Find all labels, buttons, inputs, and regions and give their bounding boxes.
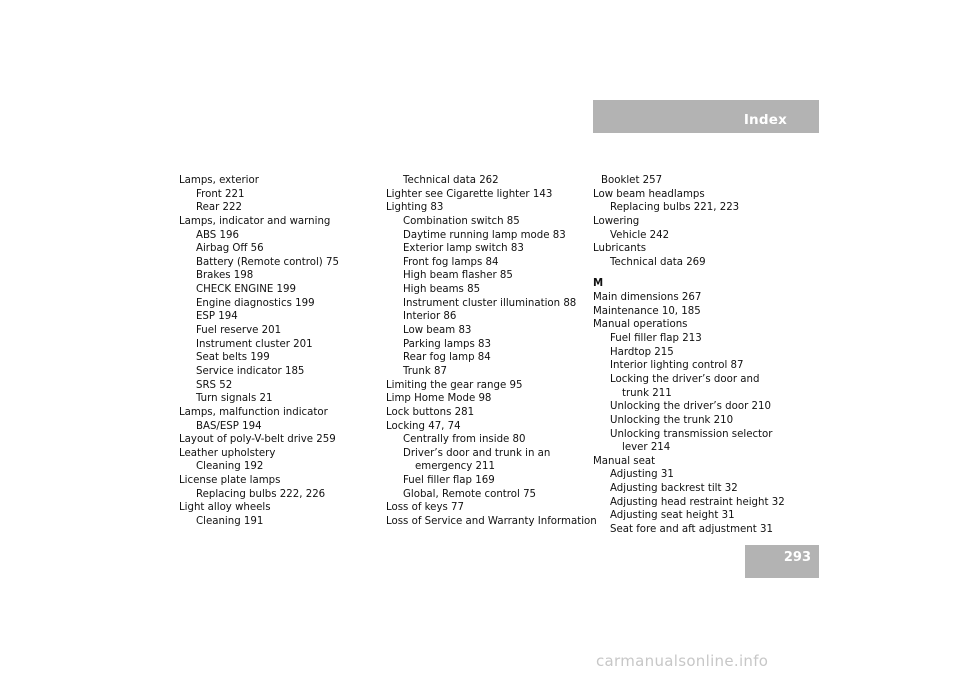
index-entry: Combination switch 85 [403, 215, 520, 227]
watermark: carmanualsonline.info [596, 652, 769, 670]
index-entry: ESP 194 [196, 311, 238, 323]
index-entry: Adjusting head restraint height 32 [610, 496, 785, 508]
index-letter-heading: M [593, 278, 604, 290]
index-entry: Loss of Service and Warranty Information [386, 516, 597, 528]
index-entry: Lamps, exterior [179, 175, 259, 186]
index-entry: Trunk 87 [403, 365, 447, 377]
index-entry: Airbag Off 56 [196, 243, 264, 255]
index-column-1 [179, 174, 384, 529]
index-entry: Centrally from inside 80 [403, 434, 526, 446]
index-entry: Global, Remote control 75 [403, 488, 537, 500]
index-entry: Instrument cluster 201 [196, 338, 313, 350]
index-entry: Front 221 [196, 188, 245, 200]
index-entry: High beam flasher 85 [403, 270, 513, 282]
index-entry: High beams 85 [403, 284, 481, 296]
index-entry: Maintenance 10, 185 [593, 305, 701, 317]
index-entry: Brakes 198 [196, 270, 254, 282]
index-entry: Vehicle 242 [610, 229, 670, 241]
index-entry: Lowering [593, 215, 640, 227]
index-entry: Daytime running lamp mode 83 [403, 229, 566, 241]
index-entry: lever 214 [622, 442, 671, 454]
index-entry: Cleaning 192 [196, 461, 264, 473]
index-entry: Lighting 83 [386, 202, 444, 214]
page-title: Index [743, 112, 787, 128]
index-entry: Main dimensions 267 [593, 292, 702, 304]
page-number-tab [745, 545, 819, 578]
index-entry: trunk 211 [622, 387, 672, 399]
index-entry: Low beam headlamps [593, 188, 705, 200]
index-entry: Manual operations [593, 319, 688, 331]
index-entry: Light alloy wheels [179, 502, 271, 514]
index-entry: Seat belts 199 [196, 352, 270, 364]
index-entry: Lubricants [593, 243, 647, 255]
index-entry: Engine diagnostics 199 [196, 297, 315, 309]
page-number: 293 [783, 550, 811, 565]
index-entry: SRS 52 [196, 379, 233, 391]
index-entry: Driver’s door and trunk in an [403, 447, 551, 459]
index-entry: Adjusting 31 [610, 469, 674, 481]
index-entry: Interior 86 [403, 311, 457, 323]
index-entry: Lamps, indicator and warning [179, 215, 331, 227]
index-entry: Seat fore and aft adjustment 31 [610, 524, 773, 536]
index-entry: Lamps, malfunction indicator [179, 406, 328, 418]
index-entry: Cleaning 191 [196, 516, 264, 528]
index-entry: Locking the driver’s door and [610, 373, 760, 385]
index-entry: Service indicator 185 [196, 365, 305, 377]
index-entry: Locking 47, 74 [386, 420, 461, 432]
index-entry: Parking lamps 83 [403, 338, 491, 350]
index-entry: Rear fog lamp 84 [403, 352, 491, 364]
index-entry: Hardtop 215 [610, 346, 674, 358]
index-entry: Booklet 257 [601, 175, 663, 186]
index-entry: Limiting the gear range 95 [386, 379, 523, 391]
index-entry: Layout of poly-V-belt drive 259 [179, 434, 336, 446]
index-entry: Fuel reserve 201 [196, 325, 282, 337]
index-entry: Fuel filler flap 213 [610, 333, 702, 345]
index-entry: Technical data 269 [610, 256, 706, 268]
index-entry: Battery (Remote control) 75 [196, 256, 339, 268]
index-entry: Manual seat [593, 455, 656, 467]
index-entry: Unlocking transmission selector [610, 428, 773, 440]
index-entry: License plate lamps [179, 475, 281, 487]
index-entry: ABS 196 [196, 229, 239, 241]
index-entry: Adjusting seat height 31 [610, 510, 735, 522]
index-entry: emergency 211 [415, 461, 495, 473]
index-column-3 [593, 174, 798, 537]
index-entry: CHECK ENGINE 199 [196, 284, 296, 296]
index-entry: Leather upholstery [179, 447, 276, 459]
index-entry: Replacing bulbs 222, 226 [196, 488, 326, 500]
index-entry: Exterior lamp switch 83 [403, 243, 524, 255]
index-entry: Limp Home Mode 98 [386, 393, 492, 405]
index-entry: Lighter see Cigarette lighter 143 [386, 188, 553, 200]
index-entry: Rear 222 [196, 202, 243, 214]
index-entry: Unlocking the driver’s door 210 [610, 401, 771, 413]
index-entry: Interior lighting control 87 [610, 360, 744, 372]
index-entry: Technical data 262 [403, 175, 499, 186]
index-entry: Turn signals 21 [196, 393, 273, 405]
index-entry: Replacing bulbs 221, 223 [610, 202, 740, 214]
index-entry: Adjusting backrest tilt 32 [610, 483, 738, 495]
index-entry: Front fog lamps 84 [403, 256, 499, 268]
index-entry: Loss of keys 77 [386, 502, 464, 514]
index-spacer [593, 269, 798, 277]
index-entry: Low beam 83 [403, 325, 472, 337]
index-column-2 [386, 174, 597, 529]
index-entry: Lock buttons 281 [386, 406, 475, 418]
index-entry: BAS/ESP 194 [196, 420, 262, 432]
index-entry: Fuel filler flap 169 [403, 475, 495, 487]
index-entry: Instrument cluster illumination 88 [403, 297, 577, 309]
index-entry: Unlocking the trunk 210 [610, 414, 734, 426]
header-tab [593, 100, 819, 133]
